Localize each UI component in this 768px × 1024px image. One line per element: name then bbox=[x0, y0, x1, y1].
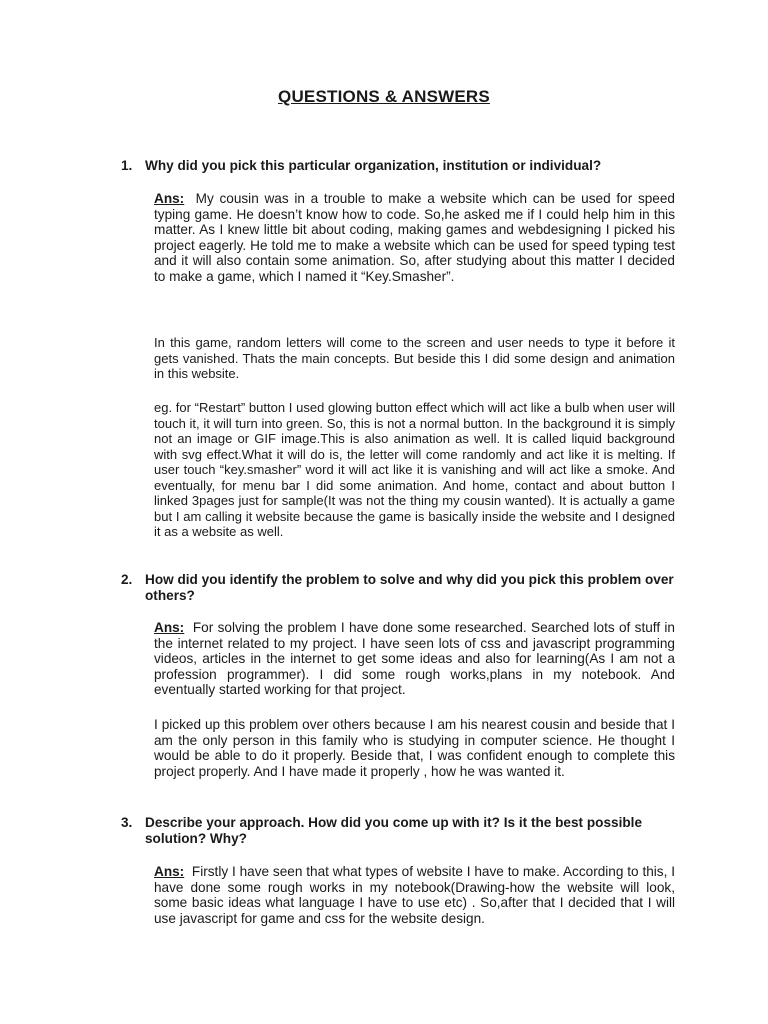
answer-2 bbox=[154, 620, 675, 698]
answer-2-paragraph-2: I picked up this problem over others because I am his nearest cousin and beside that I am the only person in this family who is studying in computer science. He thought I would be able to do it properly. Beside that, I was confident enough to complete this project properly. And I have made it properly , how he was wanted it. bbox=[154, 717, 675, 779]
question-2 bbox=[121, 572, 681, 603]
answer-text: For solving the problem I have done some researched. Searched lots of stuff in the internet related to my project. I have seen lots of css and javascript programming videos, articles in the internet to get some ideas and also for learning(As I am not a profession programmer). I did some rough works,plans in my notebook. And eventually started working for that project. bbox=[154, 620, 675, 697]
question-number: 3. bbox=[121, 815, 133, 830]
question-text: How did you identify the problem to solve and why did you pick this problem over others? bbox=[145, 572, 674, 603]
question-number: 2. bbox=[121, 572, 133, 587]
answer-label: Ans: bbox=[154, 620, 185, 635]
answer-text: My cousin was in a trouble to make a website which can be used for speed typing game. He doesn’t know how to code. So,he asked me if I could help him in this matter. As I knew little bit about coding, making games and webdesigning I picked his project eagerly. He told me to make a website which can be used for speed typing test and it will also contain some animation. So, after studying about this matter I decided to make a game, which I named it “Key.Smasher”. bbox=[154, 191, 675, 284]
question-text: Describe your approach. How did you come up with it? Is it the best possible solution? Why? bbox=[145, 815, 643, 846]
question-text: Why did you pick this particular organization, institution or individual? bbox=[145, 158, 602, 173]
answer-3 bbox=[154, 864, 675, 926]
question-3 bbox=[121, 815, 681, 846]
answer-1-paragraph-3: eg. for “Restart” button I used glowing button effect which will act like a bulb when user will touch it, it will turn into green. So, this is not a normal button. In the background it is simply not an image or GIF image.This is also animation as well. It is called liquid background with svg effect.What it will do is, the letter will come randomly and act like it is melting. If user touch “key.smasher” word it will act like it is vanishing and will act like a smoke. And eventually, for menu bar I did some animation. And home, contact and about button I linked 3pages just for sample(It was not the thing my cousin wanted). It is actually a game but I am calling it website because the game is basically inside the website and I designed it as a website as well. bbox=[154, 400, 675, 539]
question-1 bbox=[121, 158, 681, 174]
question-number: 1. bbox=[121, 158, 133, 173]
answer-label: Ans: bbox=[154, 191, 185, 206]
answer-1-paragraph-2: In this game, random letters will come to the screen and user needs to type it before it gets vanished. Thats the main concepts. But beside this I did some design and animation in this website. bbox=[154, 335, 675, 381]
answer-label: Ans: bbox=[154, 864, 185, 879]
answer-1 bbox=[154, 191, 675, 284]
answer-text: Firstly I have seen that what types of website I have to make. According to this, I have done some rough works in my notebook(Drawing-how the website will look, some basic ideas what language I have to use etc) . So,after that I decided that I will use javascript for game and css for the website design. bbox=[154, 864, 675, 926]
page-title: QUESTIONS & ANSWERS bbox=[278, 87, 490, 106]
